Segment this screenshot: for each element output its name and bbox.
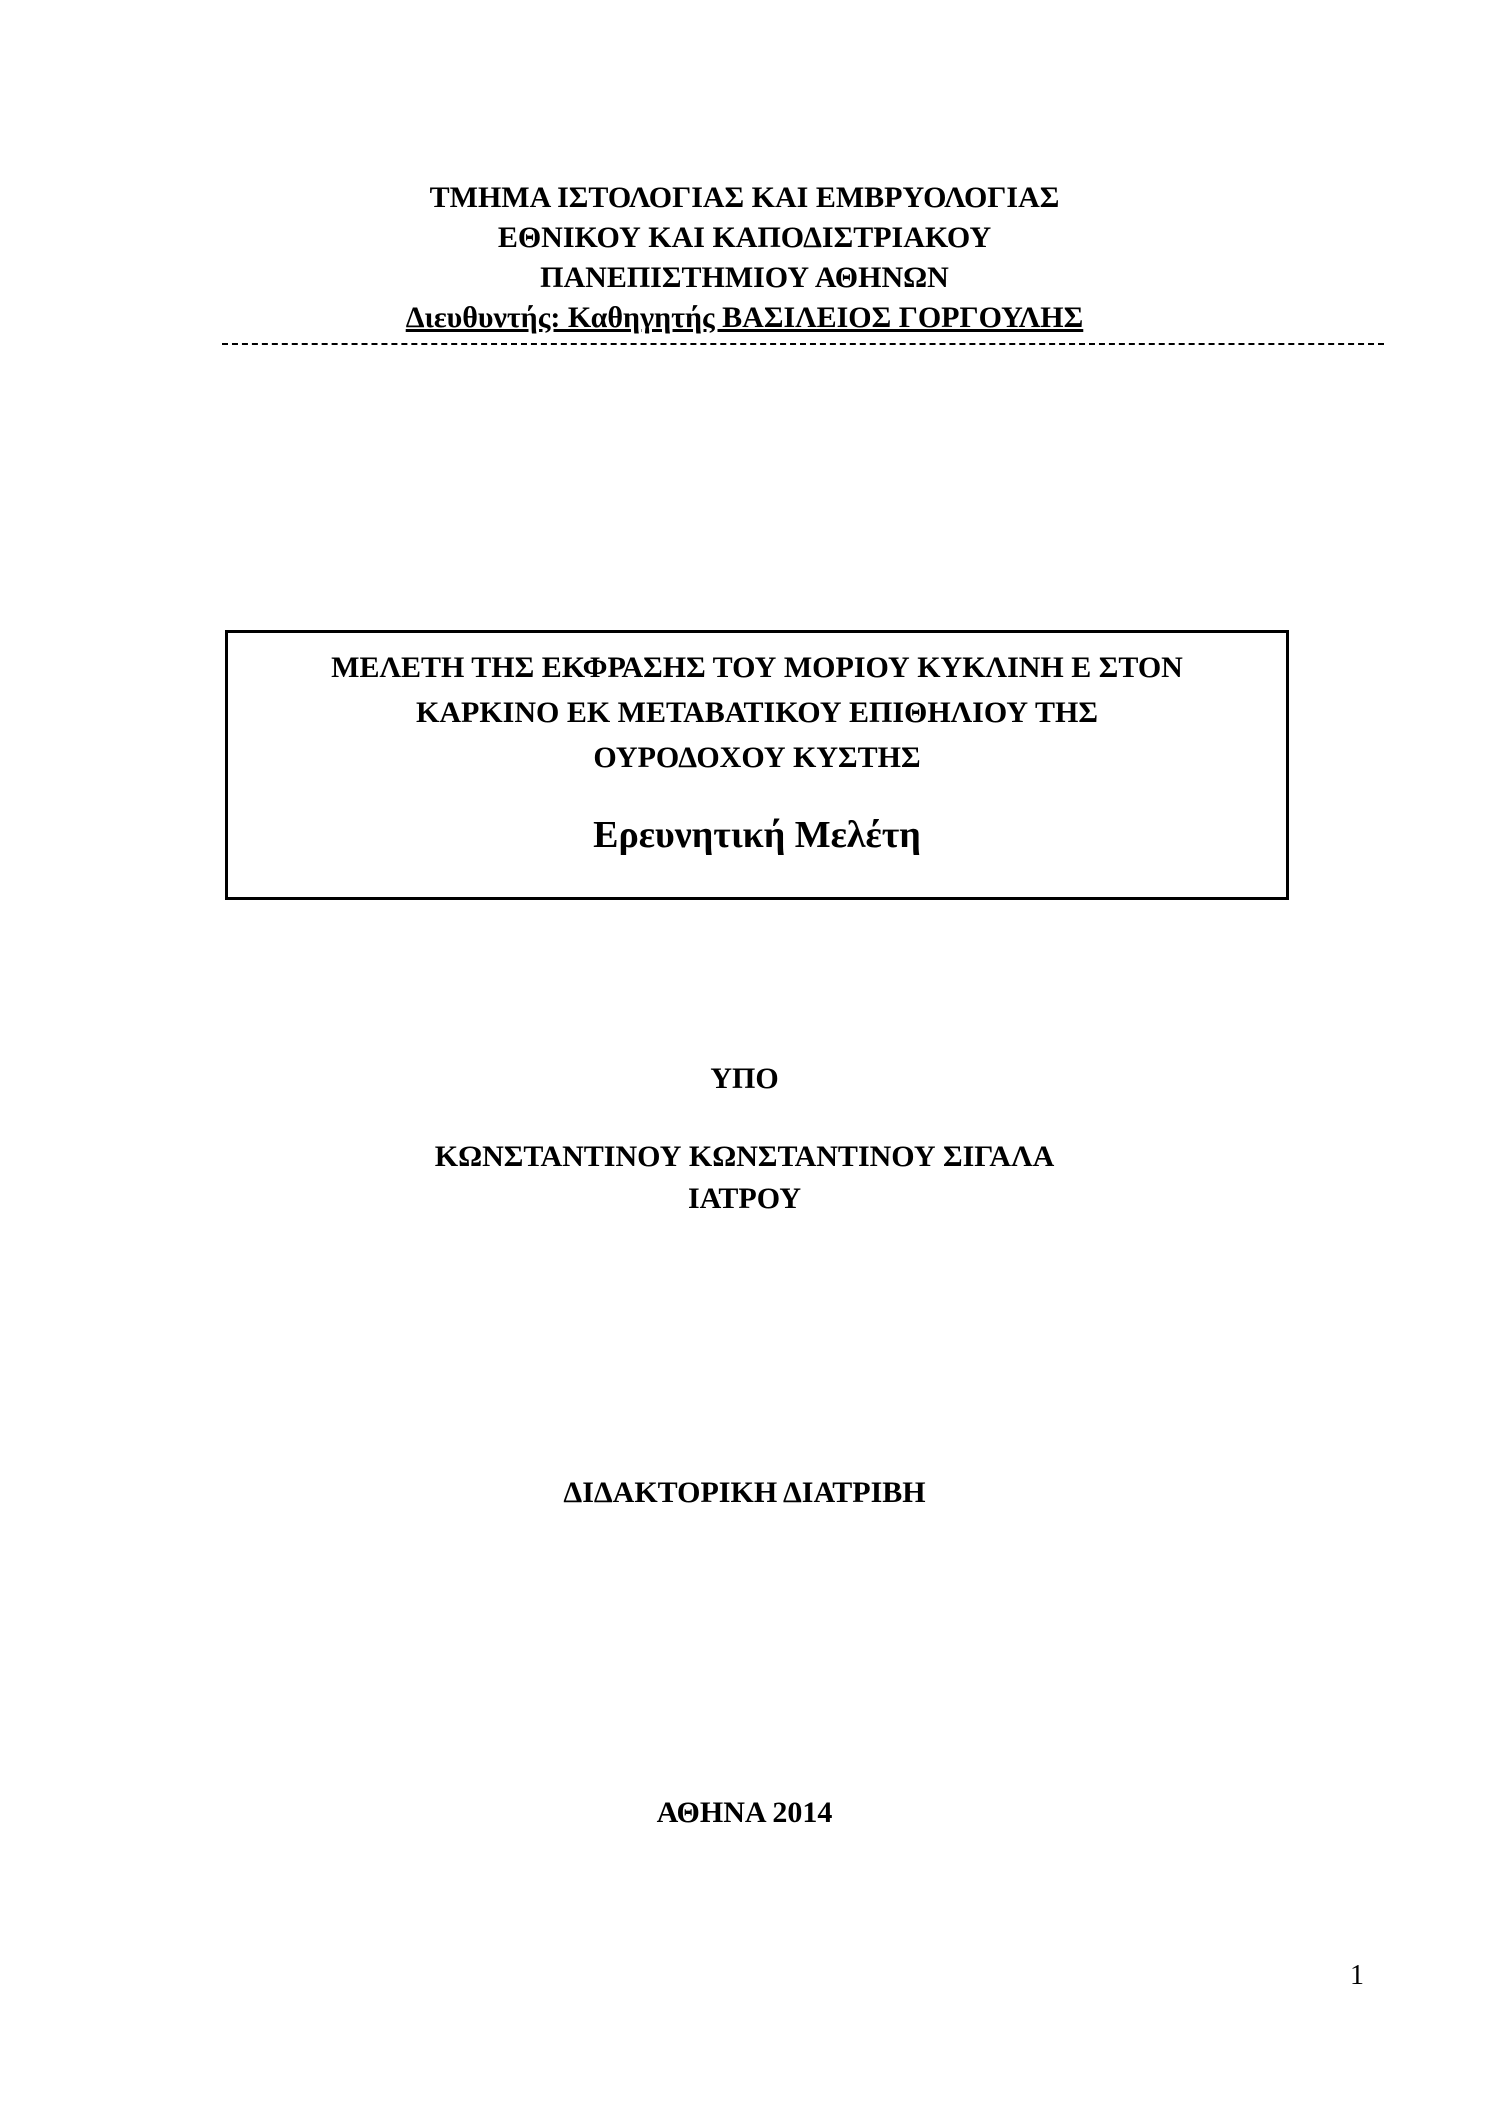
author-name: ΚΩΝΣΤΑΝΤΙΝΟΥ ΚΩΝΣΤΑΝΤΙΝΟΥ ΣΙΓΑΛΑ — [434, 1140, 1055, 1173]
university-line-2: ΠΑΝΕΠΙΣΤΗΜΙΟΥ ΑΘΗΝΩΝ — [540, 261, 949, 294]
institution-header — [0, 178, 1489, 338]
thesis-title-line-3: ΟΥΡΟΔΟΧΟΥ ΚΥΣΤΗΣ — [593, 741, 921, 774]
author-profession: ΙΑΤΡΟΥ — [688, 1182, 801, 1215]
place-year: ΑΘΗΝΑ 2014 — [656, 1796, 833, 1829]
thesis-title-line-2: ΚΑΡΚΙΝΟ ΕΚ ΜΕΤΑΒΑΤΙΚΟΥ ΕΠΙΘΗΛΙΟΥ ΤΗΣ — [416, 696, 1098, 729]
page-number: 1 — [1350, 1960, 1364, 1991]
university-line-1: ΕΘΝΙΚΟΥ ΚΑΙ ΚΑΠΟΔΙΣΤΡΙΑΚΟΥ — [497, 221, 992, 254]
thesis-title-box — [225, 630, 1289, 900]
author-block — [0, 1136, 1489, 1220]
department-line: ΤΜΗΜΑ ΙΣΤΟΛΟΓΙΑΣ ΚΑΙ ΕΜΒΡΥΟΛΟΓΙΑΣ — [429, 181, 1060, 214]
dashed-divider — [222, 343, 1384, 345]
thesis-title — [228, 645, 1286, 780]
by-label: ΥΠΟ — [710, 1062, 779, 1095]
director-line: Διευθυντής: Καθηγητής ΒΑΣΙΛΕΙΟΣ ΓΟΡΓΟΥΛΗΣ — [405, 301, 1084, 334]
thesis-subtitle: Ερευνητική Μελέτη — [593, 814, 921, 856]
thesis-title-line-1: ΜΕΛΕΤΗ ΤΗΣ ΕΚΦΡΑΣΗΣ ΤΟΥ ΜΟΡΙΟΥ ΚΥΚΛΙΝΗ Ε ΣΤΟΝ — [331, 651, 1183, 684]
document-type: ΔΙΔΑΚΤΟΡΙΚΗ ΔΙΑΤΡΙΒΗ — [563, 1476, 926, 1509]
